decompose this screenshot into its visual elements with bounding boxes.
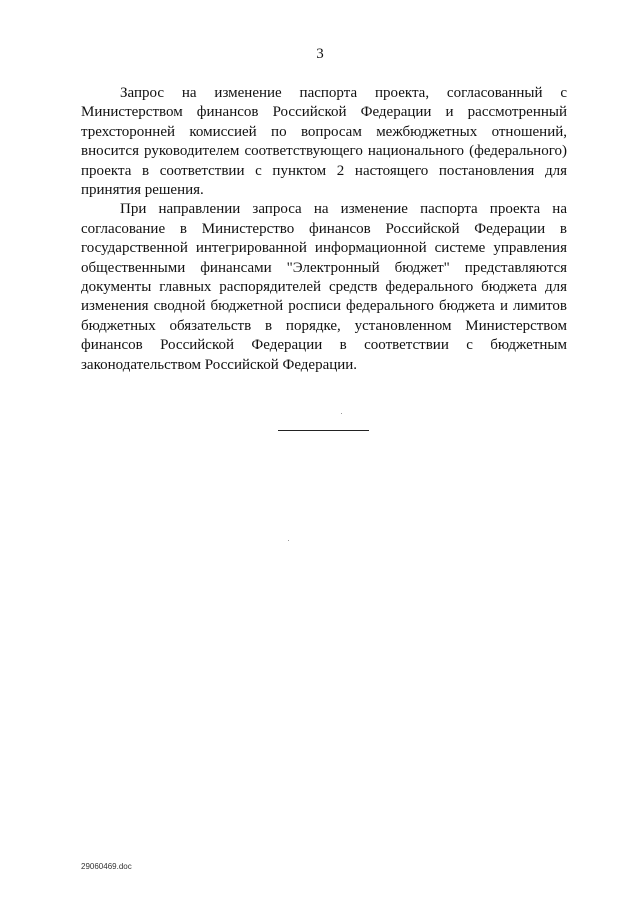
end-separator-line: [278, 430, 369, 431]
scan-speck: [341, 413, 342, 414]
scan-speck: [288, 540, 289, 541]
paragraph-documents-required: При направлении запроса на изменение паспорта проекта на согласование в Министерство финансов Российской Федерации в государственной интегрированной информационной системе управления общественными финансами "Электронный бюджет" представляются документы главных распорядителей средств федерального бюджета для изменения сводной бюджетной росписи федерального бюджета и лимитов бюджетных обязательств в порядке, установленном Министерством финансов Российской Федерации в соответствии с бюджетным законодательством Российской Федерации.: [81, 201, 567, 373]
document-body: [81, 84, 567, 375]
file-reference: 29060469.doc: [81, 862, 132, 871]
page-number: 3: [316, 46, 324, 62]
paragraph-request-submission: Запрос на изменение паспорта проекта, согласованный с Министерством финансов Российской Федерации и рассмотренный трехсторонней комиссией по вопросам межбюджетных отношений, вносится руководителем соответствующего национального (федерального) проекта в соответствии с пунктом 2 настоящего постановления для принятия решения.: [81, 85, 567, 199]
